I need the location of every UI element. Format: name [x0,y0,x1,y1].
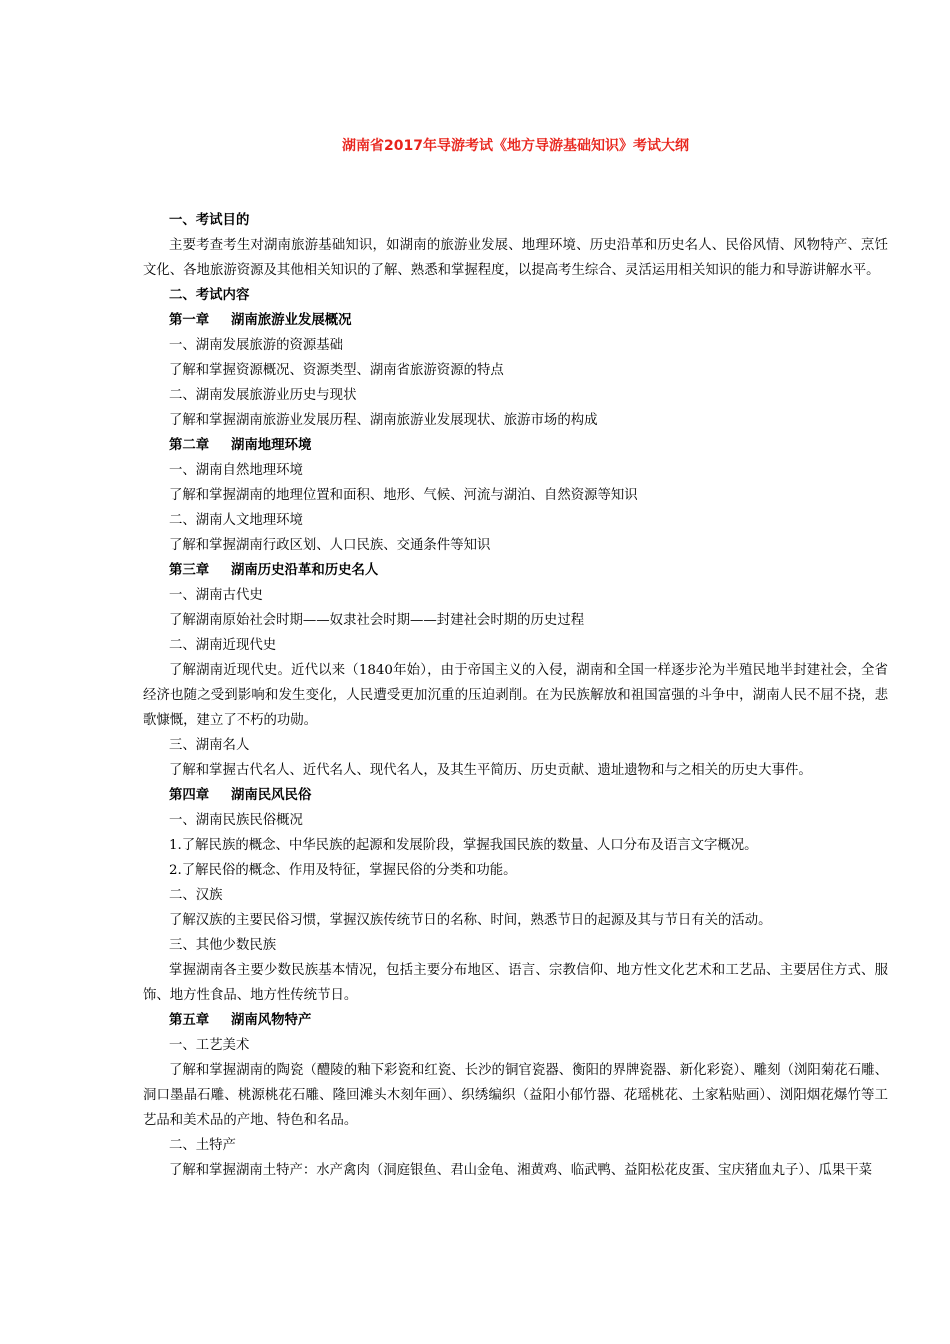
chapter-description: 掌握湖南各主要少数民族基本情况，包括主要分布地区、语言、宗教信仰、地方性文化艺术和工艺品、主要居住方式、服饰、地方性食品、地方性传统节日。 [143,963,888,1003]
chapter-subheading: 一、工艺美术 [169,1038,250,1053]
chapter-number: 第一章 [169,313,210,328]
chapter-heading [143,1008,888,1033]
chapter-name: 湖南历史沿革和历史名人 [231,563,379,578]
chapter-heading [143,308,888,333]
chapter-subheading: 二、湖南人文地理环境 [169,513,303,528]
chapter-description: 了解汉族的主要民俗习惯，掌握汉族传统节日的名称、时间，熟悉节日的起源及其与节日有关的活动。 [169,913,772,928]
chapter-number: 第四章 [169,788,210,803]
chapter-subheading: 三、湖南名人 [169,738,250,753]
chapter-subheading: 一、湖南发展旅游的资源基础 [169,338,344,353]
chapter-description: 了解和掌握湖南行政区划、人口民族、交通条件等知识 [169,538,491,553]
chapter-number: 第五章 [169,1013,210,1028]
section-body-purpose: 主要考查考生对湖南旅游基础知识，如湖南的旅游业发展、地理环境、历史沿革和历史名人、民俗风情、风物特产、烹饪文化、各地旅游资源及其他相关知识的了解、熟悉和掌握程度，以提高考生综合、灵活运用相关知识的能力和导游讲解水平。 [143,238,888,278]
chapter-number: 第三章 [169,563,210,578]
chapter-subheading: 一、湖南民族民俗概况 [169,813,303,828]
chapter-description: 了解和掌握资源概况、资源类型、湖南省旅游资源的特点 [169,363,504,378]
chapter-description: 了解和掌握湖南的地理位置和面积、地形、气候、河流与湖泊、自然资源等知识 [169,488,638,503]
chapter-heading [143,558,888,583]
chapter-number: 第二章 [169,438,210,453]
chapter-description: 2.了解民俗的概念、作用及特征，掌握民俗的分类和功能。 [169,863,517,878]
chapter-name: 湖南旅游业发展概况 [231,313,352,328]
chapter-description: 了解和掌握湖南土特产：水产禽肉（洞庭银鱼、君山金龟、湘黄鸡、临武鸭、益阳松花皮蛋、宝庆猪血丸子）、瓜果干菜 [169,1163,872,1178]
document-page [143,136,888,1183]
chapter-subheading: 二、湖南发展旅游业历史与现状 [169,388,357,403]
chapter-description: 了解和掌握湖南的陶瓷（醴陵的釉下彩瓷和红瓷、长沙的铜官瓷器、衡阳的界牌瓷器、新化彩瓷）、雕刻（浏阳菊花石雕、洞口墨晶石雕、桃源桃花石雕、隆回滩头木刻年画）、织绣编织（益阳小郁竹器、花瑶桃花、土家粘贴画）、浏阳烟花爆竹等工艺品和美术品的产地、特色和名品。 [143,1063,888,1128]
chapter-subheading: 一、湖南古代史 [169,588,263,603]
section-heading-purpose: 一、考试目的 [169,213,250,228]
document-title: 湖南省2017年导游考试《地方导游基础知识》考试大纲 [342,138,689,154]
chapter-subheading: 三、其他少数民族 [169,938,277,953]
chapter-subheading: 二、土特产 [169,1138,236,1153]
chapter-heading [143,783,888,808]
chapter-description: 了解湖南近现代史。近代以来（1840年始），由于帝国主义的入侵，湖南和全国一样逐步沦为半殖民地半封建社会，全省经济也随之受到影响和发生变化，人民遭受更加沉重的压迫剥削。在为民族解放和祖国富强的斗争中，湖南人民不屈不挠，悲歌慷慨，建立了不朽的功勋。 [143,663,888,728]
chapter-description: 了解湖南原始社会时期——奴隶社会时期——封建社会时期的历史过程 [169,613,585,628]
chapter-name: 湖南地理环境 [231,438,312,453]
chapter-description: 1.了解民族的概念、中华民族的起源和发展阶段，掌握我国民族的数量、人口分布及语言文字概况。 [169,838,758,853]
chapter-name: 湖南民风民俗 [231,788,312,803]
chapter-name: 湖南风物特产 [231,1013,312,1028]
chapter-subheading: 一、湖南自然地理环境 [169,463,303,478]
chapter-description: 了解和掌握湖南旅游业发展历程、湖南旅游业发展现状、旅游市场的构成 [169,413,598,428]
chapter-description: 了解和掌握古代名人、近代名人、现代名人，及其生平简历、历史贡献、遗址遗物和与之相关的历史大事件。 [169,763,812,778]
chapter-subheading: 二、湖南近现代史 [169,638,277,653]
section-heading-content: 二、考试内容 [169,288,250,303]
chapter-heading [143,433,888,458]
chapter-subheading: 二、汉族 [169,888,223,903]
